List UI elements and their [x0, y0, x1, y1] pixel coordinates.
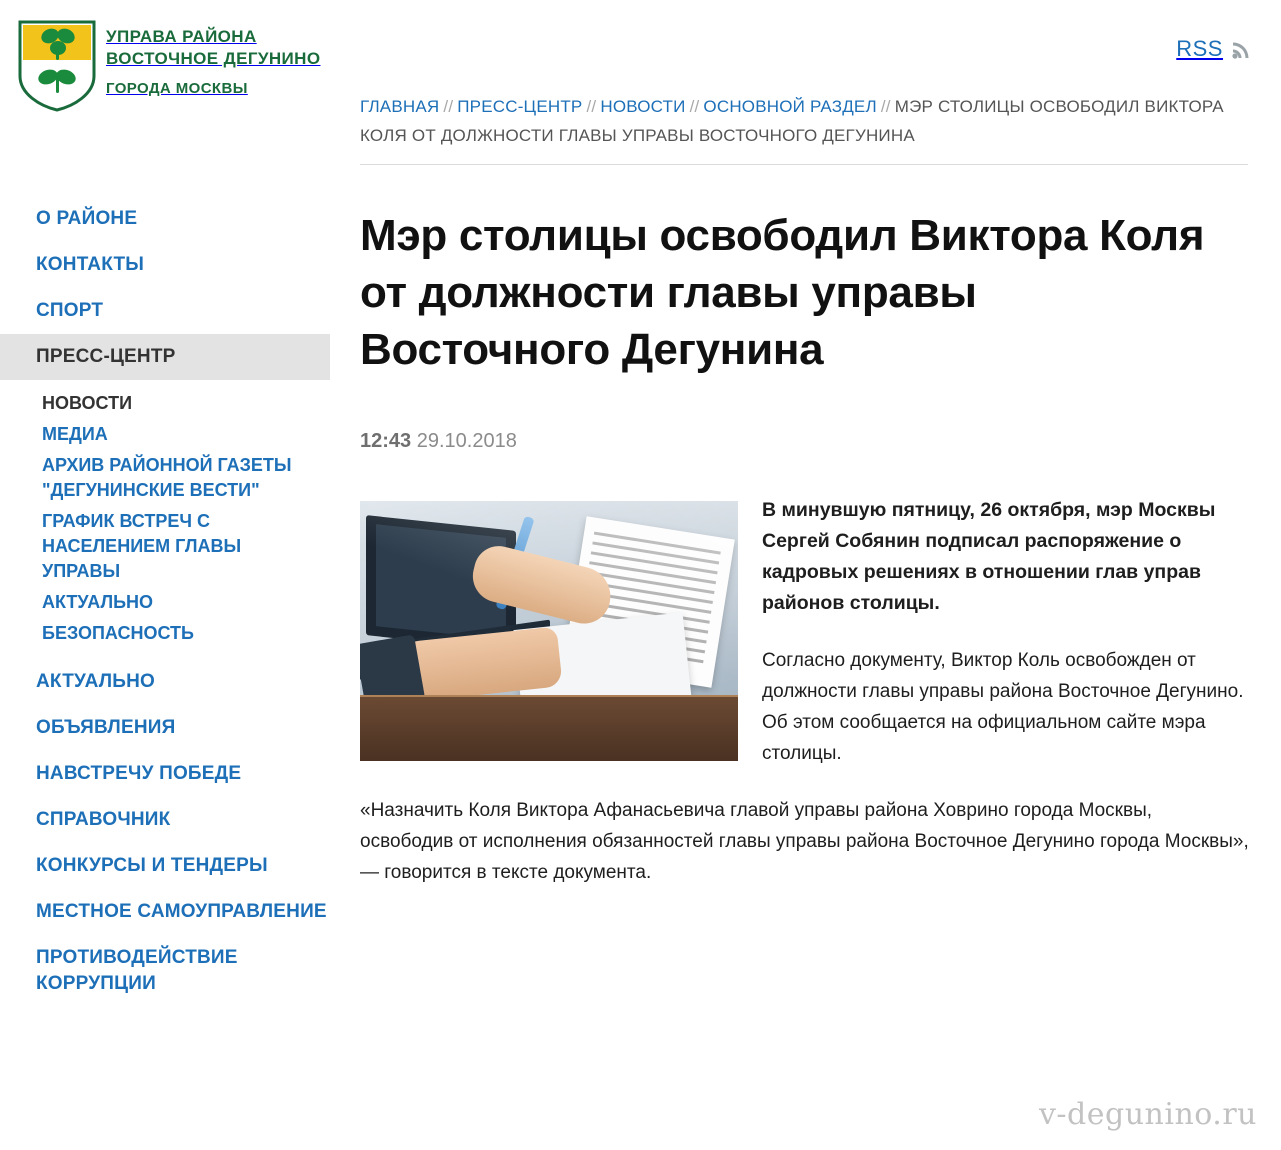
sidebar-item-obyavleniya[interactable]: ОБЪЯВЛЕНИЯ — [36, 717, 176, 738]
sidebar-subitem-arhiv-gazety[interactable]: АРХИВ РАЙОННОЙ ГАЗЕТЫ "ДЕГУНИНСКИЕ ВЕСТИ" — [42, 455, 292, 500]
breadcrumb-separator: // — [880, 97, 891, 116]
logo-line-3: ГОРОДА МОСКВЫ — [106, 80, 248, 97]
article-datetime — [360, 430, 1250, 453]
sidebar-item-aktualno[interactable]: АКТУАЛЬНО — [36, 671, 156, 692]
breadcrumb-item-press-center[interactable]: ПРЕСС-ЦЕНТР — [457, 97, 583, 116]
sidebar-subitem-aktualno[interactable]: АКТУАЛЬНО — [42, 592, 154, 612]
article-lead: В минувшую пятницу, 26 октября, мэр Москвы Сергей Собянин подписал распоряжение о кадровых решениях в отношении глав управ районов столицы. — [762, 499, 1216, 614]
logo-text — [106, 20, 320, 97]
rss-label: RSS — [1176, 36, 1223, 61]
rss-link[interactable] — [1176, 36, 1253, 62]
breadcrumb-separator: // — [586, 97, 597, 116]
main-content — [360, 92, 1250, 914]
sidebar-item-protivodeystvie-korrupcii[interactable]: ПРОТИВОДЕЙСТВИЕ КОРРУПЦИИ — [36, 947, 238, 994]
sidebar-item-o-rayone[interactable]: О РАЙОНЕ — [36, 208, 138, 229]
breadcrumb — [360, 92, 1248, 165]
sidebar-subitem-grafik-vstrech[interactable]: ГРАФИК ВСТРЕЧ С НАСЕЛЕНИЕМ ГЛАВЫ УПРАВЫ — [42, 511, 242, 581]
sidebar-item-sport[interactable]: СПОРТ — [36, 300, 104, 321]
sidebar-item-kontakty[interactable]: КОНТАКТЫ — [36, 254, 145, 275]
sidebar-item-press-center[interactable]: ПРЕСС-ЦЕНТР — [0, 334, 330, 380]
article-body — [360, 495, 1250, 888]
sidebar-item-spravochnik[interactable]: СПРАВОЧНИК — [36, 809, 171, 830]
logo-line-2: ВОСТОЧНОЕ ДЕГУНИНО — [106, 49, 321, 68]
article-image — [360, 501, 738, 761]
site-logo[interactable] — [18, 20, 320, 112]
sidebar-item-konkursy-i-tendery[interactable]: КОНКУРСЫ И ТЕНДЕРЫ — [36, 855, 268, 876]
breadcrumb-current: МЭР СТОЛИЦЫ ОСВОБОДИЛ ВИКТОРА КОЛЯ ОТ ДОЛЖНОСТИ ГЛАВЫ УПРАВЫ ВОСТОЧНОГО ДЕГУНИНА — [360, 97, 1224, 145]
sidebar-subitem-bezopasnost[interactable]: БЕЗОПАСНОСТЬ — [42, 623, 194, 643]
breadcrumb-separator: // — [689, 97, 700, 116]
breadcrumb-item-novosti[interactable]: НОВОСТИ — [600, 97, 686, 116]
sidebar-nav — [0, 196, 330, 1007]
article-time: 12:43 — [360, 430, 412, 452]
rss-icon — [1231, 38, 1253, 60]
watermark: v-degunino.ru — [1038, 1097, 1257, 1132]
article-date: 29.10.2018 — [416, 430, 517, 452]
photo-illustration — [360, 501, 738, 761]
logo-line-1: УПРАВА РАЙОНА — [106, 27, 257, 46]
breadcrumb-item-osnovnoy-razdel[interactable]: ОСНОВНОЙ РАЗДЕЛ — [703, 97, 877, 116]
sidebar-subitem-novosti[interactable]: НОВОСТИ — [42, 393, 133, 413]
sidebar-subitem-media[interactable]: МЕДИА — [42, 424, 108, 444]
article-paragraph: «Назначить Коля Виктора Афанасьевича главой управы района Ховрино города Москвы, освободив от исполнения обязанностей главы управы района Восточное Дегунино города Москвы», — говорится в тексте документа. — [360, 800, 1249, 883]
breadcrumb-separator: // — [443, 97, 454, 116]
article-paragraph: Согласно документу, Виктор Коль освобожден от должности главы управы района Восточное Дегунино. Об этом сообщается на официальном сайте мэра столицы. — [762, 650, 1244, 764]
sidebar-subnav — [0, 380, 330, 659]
page-title: Мэр столицы освободил Виктора Коля от должности главы управы Восточного Дегунина — [360, 211, 1205, 374]
breadcrumb-item-glavnaya[interactable]: ГЛАВНАЯ — [360, 97, 440, 116]
sidebar-item-mestnoe-samoupravlenie[interactable]: МЕСТНОЕ САМОУПРАВЛЕНИЕ — [36, 901, 327, 922]
sidebar-item-navstrechu-pobede[interactable]: НАВСТРЕЧУ ПОБЕДЕ — [36, 763, 242, 784]
coat-of-arms-icon — [18, 20, 96, 112]
